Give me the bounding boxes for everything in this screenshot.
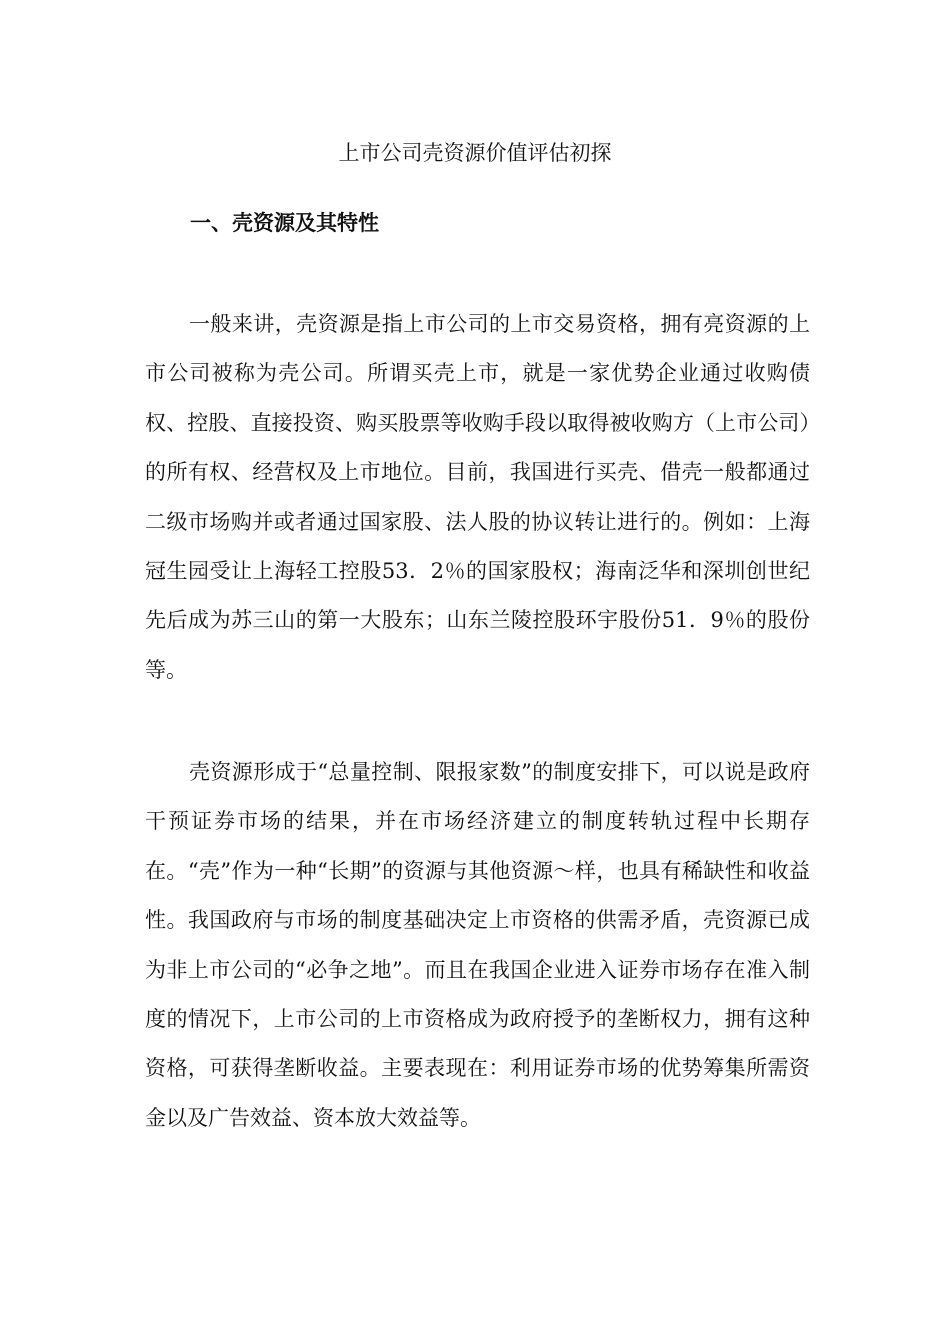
- document-title: 上市公司壳资源价值评估初探: [338, 141, 612, 165]
- paragraph-1: 一般来讲，壳资源是指上市公司的上市交易资格，拥有亮资源的上市公司被称为壳公司。所谓买壳上市，就是一家优势企业通过收购债权、控股、直接投资、购买股票等收购手段以取得被收购方（上市公司）的所有权、经营权及上市地位。目前，我国进行买壳、借壳一般都通过二级市场购并或者通过国家股、法人股的协议转让进行的。例如：上海冠生园受让上海轻工控股53．2％的国家股权；海南泛华和深圳创世纪先后成为苏三山的第一大股东；山东兰陵控股环宇股份51．9％的股份等。: [145, 312, 810, 682]
- paragraph-2: 壳资源形成于“总量控制、限报家数”的制度安排下，可以说是政府干预证券市场的结果，并在市场经济建立的制度转轨过程中长期存在。“壳”作为一种“长期”的资源与其他资源～样，也具有稀缺性和收益性。我国政府与市场的制度基础决定上市资格的供需矛盾，壳资源已成为非上市公司的“必争之地”。而且在我国企业进入证券市场存在准入制度的情况下，上市公司的上市资格成为政府授予的垄断权力，拥有这种资格，可获得垄断收益。主要表现在：利用证券市场的优势筹集所需资金以及广告效益、资本放大效益等。: [145, 760, 810, 1130]
- section-heading: 一、壳资源及其特性: [190, 211, 379, 235]
